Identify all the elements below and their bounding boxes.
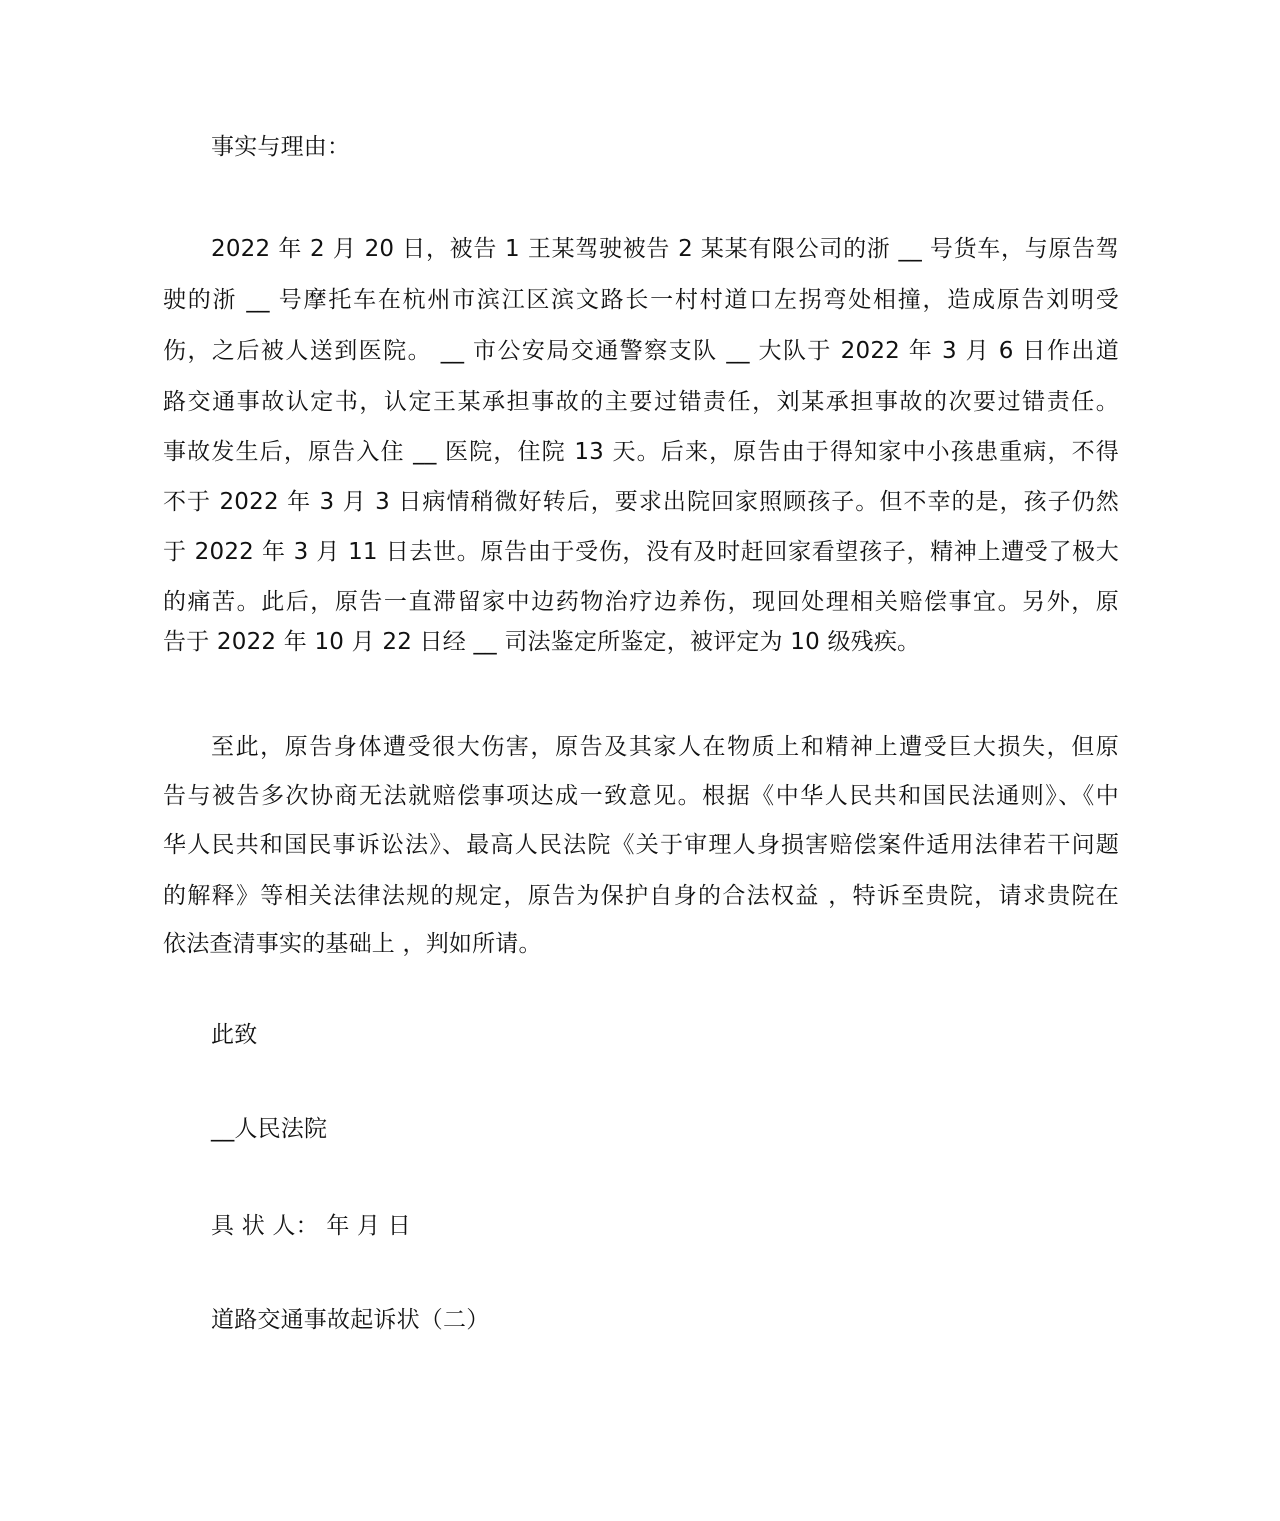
section-heading: 事实与理由： — [211, 134, 351, 160]
paragraph-1-line-3: 伤，之后被人送到医院。 __ 市公安局交通警察支队 __ 大队于 2022 年 3 月 6 日作出道 — [163, 338, 1119, 364]
paragraph-1-line-6: 不于 2022 年 3 月 3 日病情稍微好转后，要求出院回家照顾孩子。但不幸的是，孩子仍然 — [163, 489, 1119, 515]
court-name: __人民法院 — [211, 1116, 328, 1142]
document-page — [163, 0, 1119, 1521]
paragraph-1-line-1: 2022 年 2 月 20 日，被告 1 王某驾驶被告 2 某某有限公司的浙 __ 号货车，与原告驾 — [211, 236, 1119, 262]
paragraph-1-line-8: 的痛苦。此后，原告一直滞留家中边药物治疗边养伤，现回处理相关赔偿事宜。另外，原 — [163, 589, 1119, 615]
paragraph-1-line-9: 告于 2022 年 10 月 22 日经 __ 司法鉴定所鉴定，被评定为 10 级残疾。 — [163, 629, 921, 655]
signature-line: 具 状 人： 年 月 日 — [211, 1213, 411, 1239]
paragraph-2-line-3: 华人民共和国民事诉讼法》、最高人民法院《关于审理人身损害赔偿案件适用法律若干问题 — [163, 832, 1119, 858]
paragraph-2-line-1: 至此，原告身体遭受很大伤害，原告及其家人在物质上和精神上遭受巨大损失，但原 — [211, 734, 1119, 760]
closing-text: 此致 — [211, 1022, 258, 1048]
paragraph-2-line-5: 依法查清事实的基础上 ，判如所请。 — [163, 931, 542, 957]
next-document-title: 道路交通事故起诉状（二） — [211, 1307, 490, 1333]
paragraph-1-line-5: 事故发生后，原告入住 __ 医院，住院 13 天。后来，原告由于得知家中小孩患重病，不得 — [163, 439, 1119, 465]
paragraph-2-line-4: 的解释》等相关法律法规的规定，原告为保护自身的合法权益 ，特诉至贵院，请求贵院在 — [163, 883, 1119, 909]
paragraph-1-line-2: 驶的浙 __ 号摩托车在杭州市滨江区滨文路长一村村道口左拐弯处相撞，造成原告刘明受 — [163, 287, 1119, 313]
paragraph-1-line-4: 路交通事故认定书，认定王某承担事故的主要过错责任，刘某承担事故的次要过错责任。 — [163, 389, 1119, 415]
paragraph-2-line-2: 告与被告多次协商无法就赔偿事项达成一致意见。根据《中华人民共和国民法通则》、《中 — [163, 783, 1119, 809]
paragraph-1-line-7: 于 2022 年 3 月 11 日去世。原告由于受伤，没有及时赶回家看望孩子，精神上遭受了极大 — [163, 539, 1119, 565]
